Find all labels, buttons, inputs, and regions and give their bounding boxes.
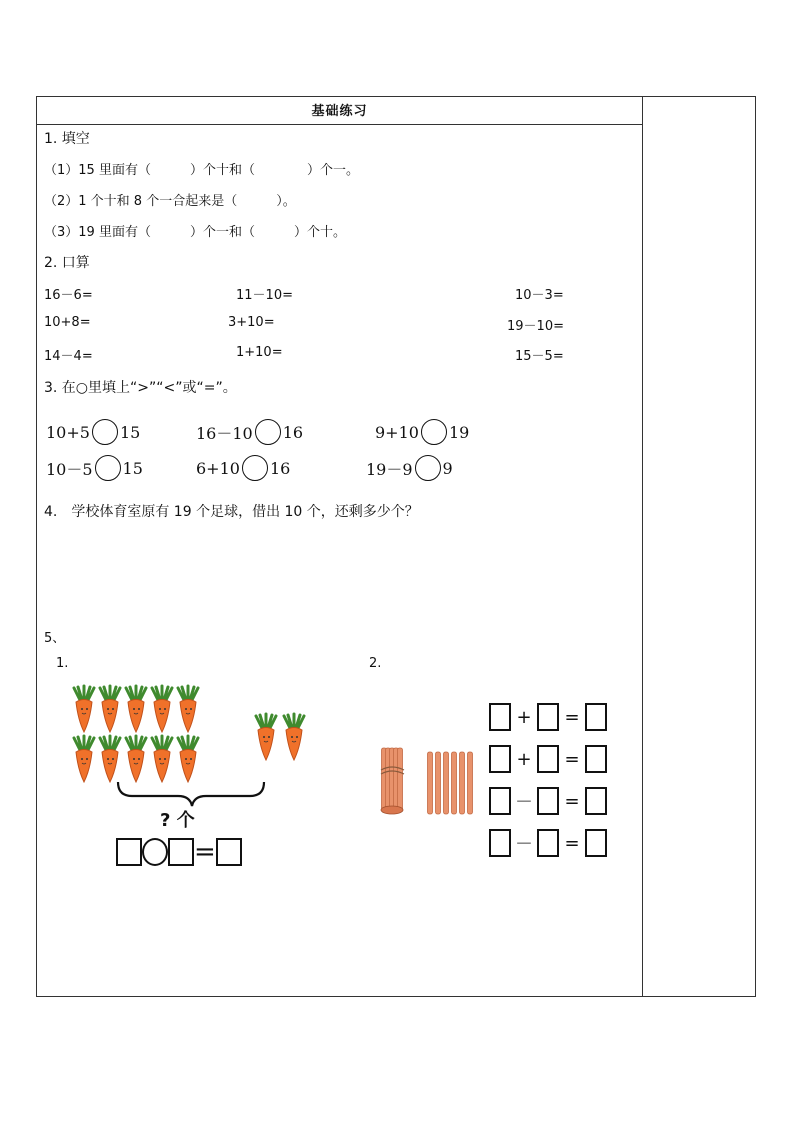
- stick-equation-1: [489, 703, 607, 731]
- cmp-right: 16: [269, 458, 291, 478]
- cmp-left: 10+5: [46, 422, 90, 442]
- answer-box[interactable]: [585, 703, 607, 731]
- answer-box[interactable]: [489, 745, 511, 773]
- carrot-icon: [178, 686, 198, 732]
- worksheet-title: 基础练习: [311, 104, 368, 119]
- stick-icon: [436, 752, 441, 814]
- cmp-right: 15: [122, 458, 143, 478]
- answer-box[interactable]: [537, 829, 559, 857]
- q1-item-3: （3）19 里面有（ ）个一和（ ）个十。: [44, 225, 346, 240]
- cmp-left: 9+10: [375, 422, 419, 442]
- answer-box[interactable]: [489, 703, 511, 731]
- stick-equation-3: [489, 787, 607, 815]
- q2-r2-c2: 3+10=: [228, 315, 275, 330]
- stick-icon: [468, 752, 473, 814]
- answer-box[interactable]: [585, 787, 607, 815]
- stick-icon: [428, 752, 433, 814]
- q5-part1-label: 1.: [56, 656, 69, 671]
- q1-item-2: （2）1 个十和 8 个一合起来是（ ）。: [44, 194, 296, 209]
- q2-r1-c3: 10－3=: [515, 288, 564, 303]
- carrot-answer-row: [116, 838, 242, 866]
- q2-heading: 2. 口算: [44, 255, 90, 271]
- q1-item-1: （1）15 里面有（ ）个十和（ ）个一。: [44, 163, 359, 178]
- stick-icon: [460, 752, 465, 814]
- carrot-icon: [100, 736, 120, 782]
- equals-sign: =: [194, 837, 216, 867]
- plus-sign: +: [516, 706, 532, 728]
- minus-sign: －: [515, 834, 533, 855]
- equals-sign: =: [564, 790, 580, 812]
- q2-r3-c3: 15－5=: [515, 349, 564, 364]
- answer-box[interactable]: [216, 838, 242, 866]
- stick-equation-4: [489, 829, 607, 857]
- question-mark: ?: [160, 810, 171, 831]
- q3-heading: 3. 在○里填上“>”“<”或“=”。: [44, 380, 237, 396]
- carrot-icon: [152, 736, 172, 782]
- stick-bundle-icon: [381, 748, 404, 814]
- answer-box[interactable]: [537, 745, 559, 773]
- q2-r3-c2: 1+10=: [236, 345, 283, 360]
- stick-icon: [444, 752, 449, 814]
- question-unit: 个: [176, 810, 195, 831]
- equals-sign: =: [564, 748, 580, 770]
- answer-box[interactable]: [489, 787, 511, 815]
- answer-box[interactable]: [537, 787, 559, 815]
- carrot-icon: [152, 686, 172, 732]
- cmp-left: 6+10: [196, 458, 240, 478]
- answer-box[interactable]: [537, 703, 559, 731]
- carrot-icon: [284, 714, 304, 760]
- minus-sign: －: [515, 792, 533, 813]
- q4-text: 4. 学校体育室原有 19 个足球，借出 10 个，还剩多少个？: [44, 504, 419, 520]
- cmp-right: 9: [442, 458, 453, 478]
- q2-r2-c1: 10+8=: [44, 315, 91, 330]
- cmp-right: 19: [448, 422, 470, 442]
- cmp-right: 15: [119, 422, 141, 442]
- q2-r1-c2: 11－10=: [236, 288, 293, 303]
- carrot-icon: [74, 686, 94, 732]
- carrot-icon: [126, 686, 146, 732]
- q2-r2-c3: 19－10=: [507, 319, 564, 334]
- cmp-right: 16: [282, 422, 304, 442]
- carrot-icon: [126, 736, 146, 782]
- stick-equation-2: [489, 745, 607, 773]
- answer-box[interactable]: [168, 838, 194, 866]
- q2-r1-c1: 16－6=: [44, 288, 93, 303]
- answer-box[interactable]: [585, 745, 607, 773]
- q1-heading: 1. 填空: [44, 131, 90, 147]
- carrot-icon: [178, 736, 198, 782]
- cmp-left: 16－10: [196, 423, 253, 443]
- q5-part2-label: 2.: [369, 656, 382, 671]
- q5-heading: 5、: [44, 631, 66, 646]
- answer-box[interactable]: [489, 829, 511, 857]
- carrot-icon: [256, 714, 276, 760]
- answer-box[interactable]: [585, 829, 607, 857]
- cmp-left: 19－9: [366, 459, 413, 479]
- q2-r3-c1: 14－4=: [44, 349, 93, 364]
- operator-circle[interactable]: [142, 838, 168, 866]
- brace-icon: [118, 782, 264, 806]
- equals-sign: =: [564, 706, 580, 728]
- answer-box[interactable]: [116, 838, 142, 866]
- cmp-left: 10－5: [46, 459, 93, 479]
- carrot-icon: [74, 736, 94, 782]
- question-label: [160, 806, 195, 832]
- plus-sign: +: [516, 748, 532, 770]
- equals-sign: =: [564, 832, 580, 854]
- carrot-icon: [100, 686, 120, 732]
- stick-icon: [452, 752, 457, 814]
